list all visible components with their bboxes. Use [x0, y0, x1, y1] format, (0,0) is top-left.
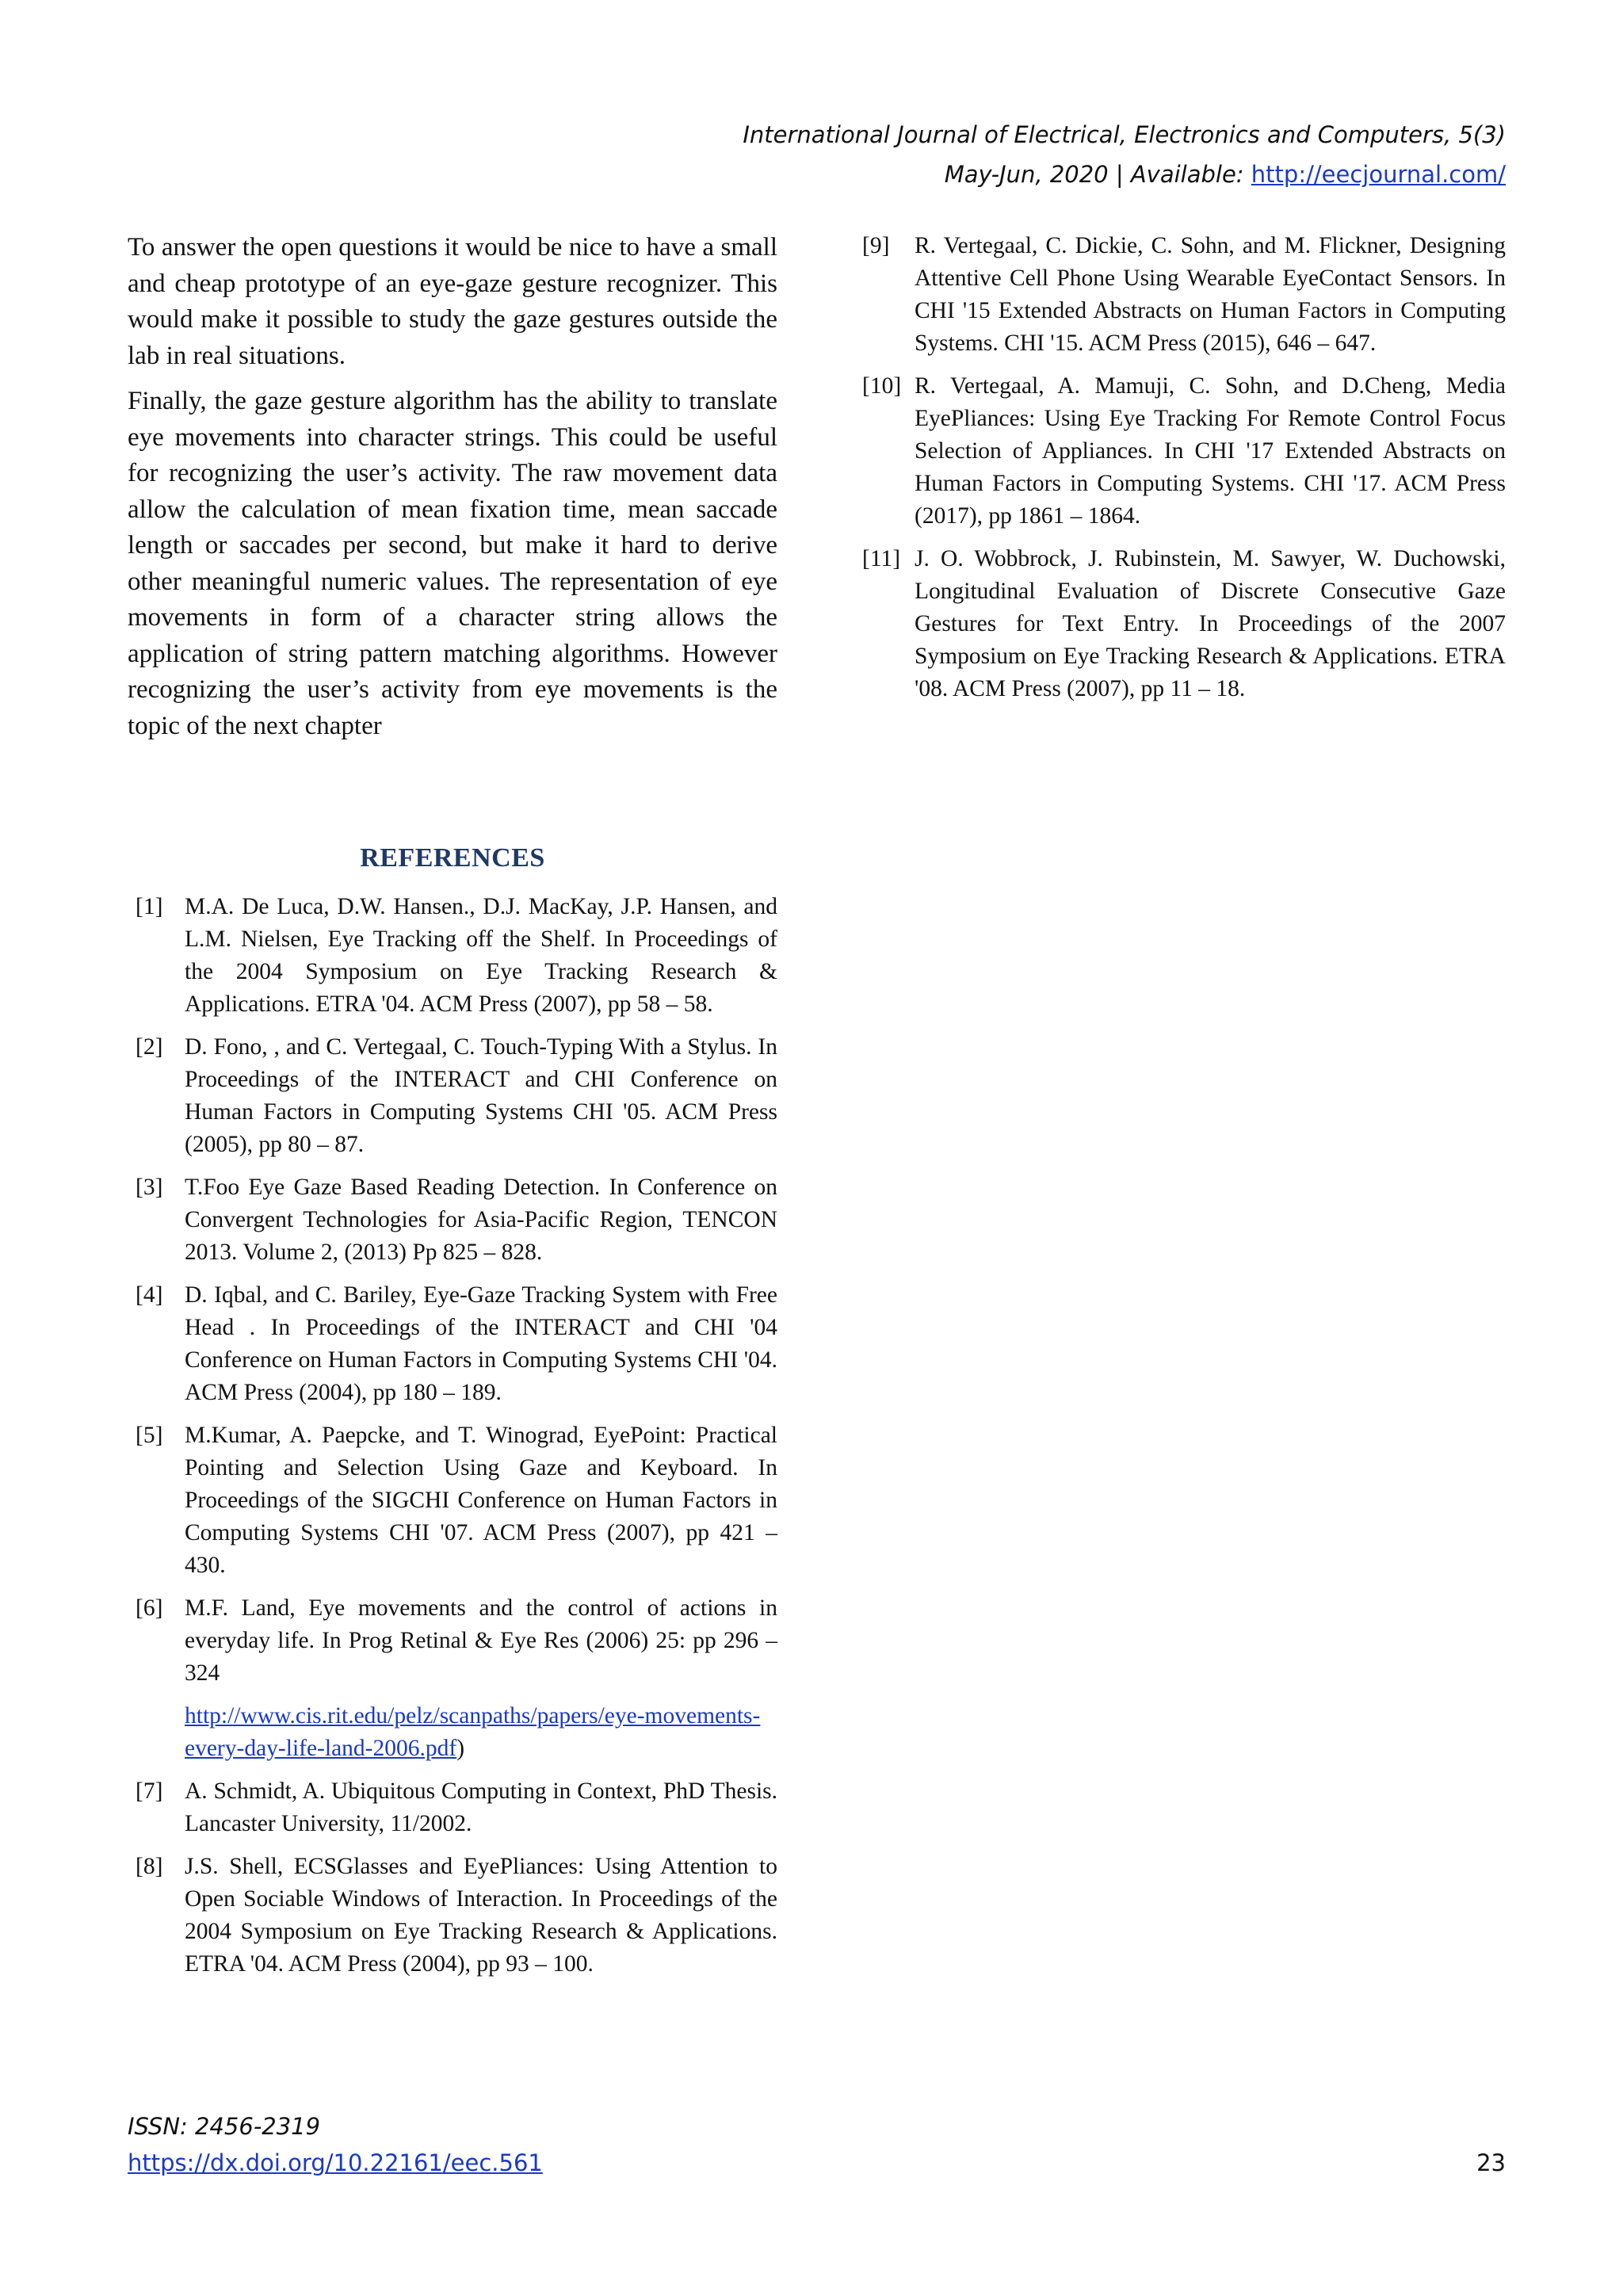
issue-line: [743, 155, 1506, 194]
reference-text: J. O. Wobbrock, J. Rubinstein, M. Sawyer, W. Duchowski, Longitudinal Evaluation of Discrete Consecutive Gaze Gestures for Text Entry. In Proceedings of the 2007 Symposium on Eye Tracking Research & Applications. ETRA '08. ACM Press (2007), pp 11 – 18.: [915, 546, 1506, 701]
reference-text: D. Iqbal, and C. Bariley, Eye-Gaze Tracking System with Free Head . In Proceedings of the INTERACT and CHI '04 Conference on Human Factors in Computing Systems CHI '04. ACM Press (2004), pp 180 – 189.: [185, 1282, 777, 1405]
issn: ISSN: 2456-2319: [128, 2113, 321, 2140]
issue-date: May-Jun, 2020 | Available:: [944, 161, 1251, 188]
reference-text: A. Schmidt, A. Ubiquitous Computing in Context, PhD Thesis. Lancaster University, 11/2002.: [185, 1778, 777, 1836]
reference-number: [11]: [862, 546, 901, 571]
reference-text: R. Vertegaal, A. Mamuji, C. Sohn, and D.Cheng, Media EyePliances: Using Eye Tracking For Remote Control Focus Selection of Appliances. In CHI '17 Extended Abstracts on Human Factors in Computing Systems. CHI '17. ACM Press (2017), pp 1861 – 1864.: [915, 373, 1506, 529]
reference-8: [136, 1851, 777, 1981]
references-list-right: [862, 230, 1506, 716]
reference-number: [7]: [136, 1778, 163, 1804]
reference-number: [10]: [862, 373, 902, 399]
reference-text: M.Kumar, A. Paepcke, and T. Winograd, EyePoint: Practical Pointing and Selection Using Gaze and Keyboard. In Proceedings of the SIGCHI Conference on Human Factors in Computing Systems CHI '07. ACM Press (2007), pp 421 – 430.: [185, 1423, 777, 1578]
reference-number: [1]: [136, 894, 163, 919]
page-header: [743, 115, 1506, 194]
reference-text: T.Foo Eye Gaze Based Reading Detection. In Conference on Convergent Technologies for Asia-Pacific Region, TENCON 2013. Volume 2, (2013) Pp 825 – 828.: [185, 1175, 777, 1265]
references-list-left: [136, 891, 777, 1991]
reference-number: [4]: [136, 1282, 163, 1308]
reference-2: [136, 1031, 777, 1161]
reference-number: [9]: [862, 233, 890, 258]
journal-url-link[interactable]: http://eecjournal.com/: [1251, 161, 1506, 188]
reference-1: [136, 891, 777, 1021]
doi-link[interactable]: https://dx.doi.org/10.22161/eec.561: [128, 2149, 543, 2176]
journal-title: International Journal of Electrical, Electronics and Computers, 5(3): [743, 121, 1506, 148]
reference-10: [862, 370, 1506, 533]
references-heading: REFERENCES: [360, 843, 545, 873]
body-paragraph-2: Finally, the gaze gesture algorithm has the ability to translate eye movements into character strings. This could be useful for recognizing the user’s activity. The raw movement data allow the calculation of mean fixation time, mean saccade length or saccades per second, but make it hard to derive other meaningful numeric values. The representation of eye movements in form of a character string allows the application of string pattern matching algorithms. However recognizing the user’s activity from eye movements is the topic of the next chapter: [128, 387, 777, 740]
reference-text: M.A. De Luca, D.W. Hansen., D.J. MacKay, J.P. Hansen, and L.M. Nielsen, Eye Tracking off the Shelf. In Proceedings of the 2004 Symposium on Eye Tracking Research & Applications. ETRA '04. ACM Press (2007), pp 58 – 58.: [185, 894, 777, 1017]
reference-text: M.F. Land, Eye movements and the control of actions in everyday life. In Prog Retinal & Eye Res (2006) 25: pp 296 – 324: [185, 1595, 777, 1686]
reference-number: [6]: [136, 1595, 163, 1621]
reference-number: [5]: [136, 1423, 163, 1448]
reference-9: [862, 230, 1506, 360]
reference-number: [8]: [136, 1854, 163, 1879]
reference-7: [136, 1775, 777, 1840]
reference-11: [862, 543, 1506, 705]
reference-6-link[interactable]: http://www.cis.rit.edu/pelz/scanpaths/papers/eye-movements-every-day-life-land-2006.pdf: [185, 1703, 761, 1761]
reference-4: [136, 1279, 777, 1409]
reference-text: J.S. Shell, ECSGlasses and EyePliances: Using Attention to Open Sociable Windows of Interaction. In Proceedings of the 2004 Symposium on Eye Tracking Research & Applications. ETRA '04. ACM Press (2004), pp 93 – 100.: [185, 1854, 777, 1977]
body-paragraph-1: To answer the open questions it would be nice to have a small and cheap prototype of an eye-gaze gesture recognizer. This would make it possible to study the gaze gestures outside the lab in real situations.: [128, 233, 777, 370]
reference-number: [2]: [136, 1034, 163, 1060]
reference-6-link-tail: ): [456, 1736, 465, 1761]
reference-text: R. Vertegaal, C. Dickie, C. Sohn, and M. Flickner, Designing Attentive Cell Phone Using Wearable EyeContact Sensors. In CHI '15 Extended Abstracts on Human Factors in Computing Systems. CHI '15. ACM Press (2015), 646 – 647.: [915, 233, 1506, 356]
page-number: 23: [1476, 2149, 1506, 2176]
body-text-left: [128, 230, 777, 754]
reference-number: [3]: [136, 1175, 163, 1200]
reference-6-link-line: [136, 1700, 777, 1765]
page-footer: [128, 2108, 543, 2181]
reference-3: [136, 1171, 777, 1269]
reference-5: [136, 1419, 777, 1582]
reference-6: [136, 1592, 777, 1690]
reference-text: D. Fono, , and C. Vertegaal, C. Touch-Typing With a Stylus. In Proceedings of the INTERACT and CHI Conference on Human Factors in Computing Systems CHI '05. ACM Press (2005), pp 80 – 87.: [185, 1034, 777, 1157]
